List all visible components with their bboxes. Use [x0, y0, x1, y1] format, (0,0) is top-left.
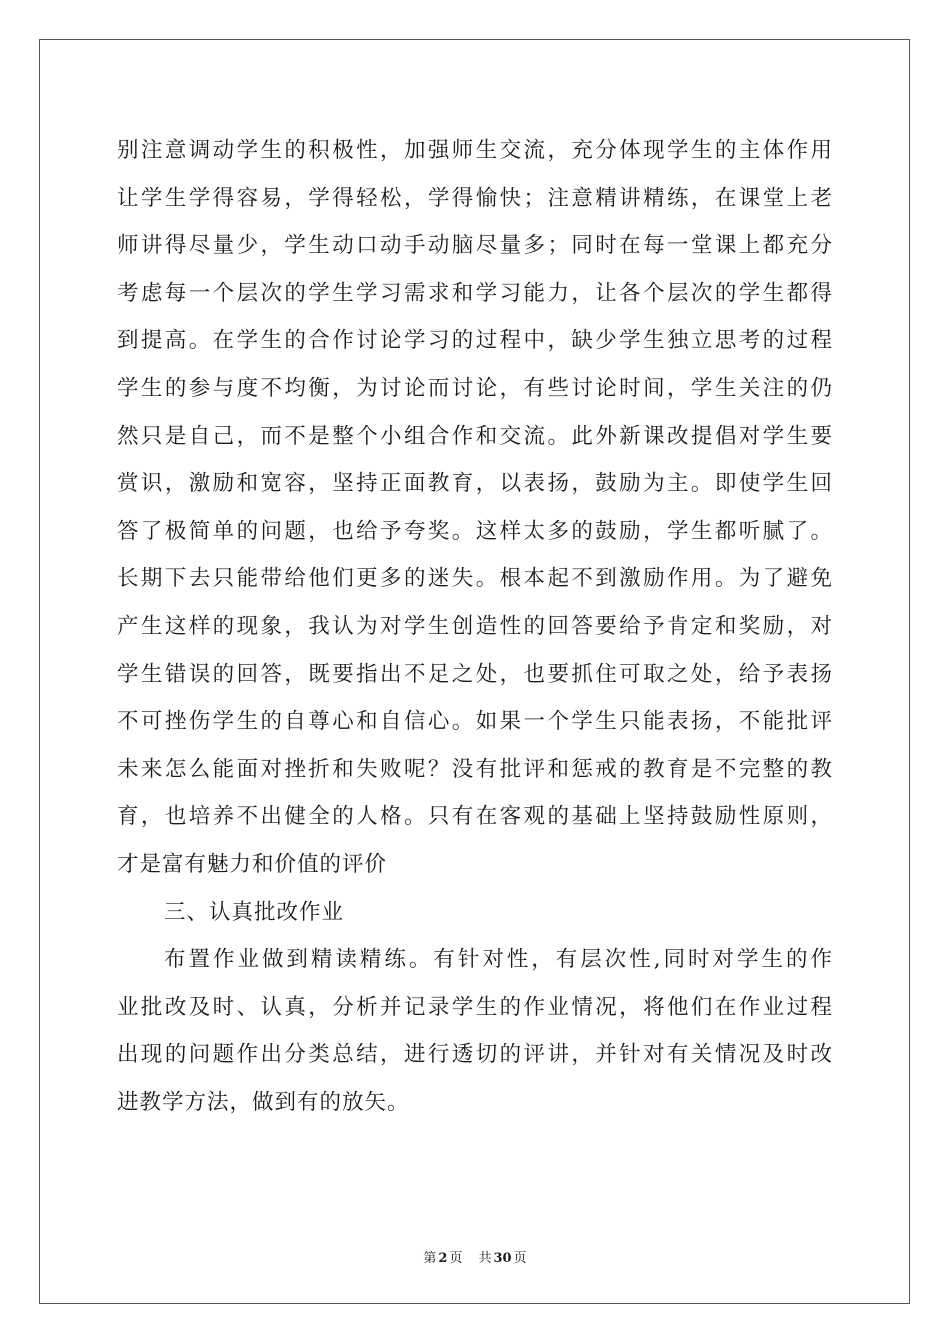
text-line: 出现的问题作出分类总结，进行透切的评讲，并针对有关情况及时改	[117, 1042, 833, 1068]
footer-total-prefix: 共	[478, 1251, 492, 1266]
text-line: 业批改及时、认真，分析并记录学生的作业情况，将他们在作业过程	[117, 994, 833, 1020]
text-line: 然只是自己，而不是整个小组合作和交流。此外新课改提倡对学生要	[117, 423, 833, 449]
text-line: 进教学方法，做到有的放矢。	[117, 1089, 410, 1115]
page-footer	[0, 1247, 950, 1266]
section-heading: 三、认真批改作业	[164, 899, 345, 925]
text-line: 产生这样的现象，我认为对学生创造性的回答要给予肯定和奖励，对	[117, 613, 833, 639]
footer-total-suffix: 页	[513, 1251, 527, 1266]
text-line: 长期下去只能带给他们更多的迷失。根本起不到激励作用。为了避免	[117, 566, 833, 592]
text-line: 赏识，激励和宽容，坚持正面教育，以表扬，鼓励为主。即使学生回	[117, 471, 833, 497]
text-line: 才是富有魅力和价值的评价	[117, 851, 388, 877]
footer-page-suffix: 页	[449, 1251, 463, 1266]
total-page-number: 30	[493, 1251, 512, 1266]
text-line: 让学生学得容易，学得轻松，学得愉快；注意精讲精练，在课堂上老	[117, 185, 833, 211]
current-page-number: 2	[438, 1251, 448, 1266]
text-line: 不可挫伤学生的自尊心和自信心。如果一个学生只能表扬，不能批评	[117, 709, 833, 735]
footer-prefix: 第	[423, 1251, 437, 1266]
text-line: 育，也培养不出健全的人格。只有在客观的基础上坚持鼓励性原则，	[117, 804, 833, 830]
text-line: 考虑每一个层次的学生学习需求和学习能力，让各个层次的学生都得	[117, 280, 833, 306]
text-line: 学生错误的回答，既要指出不足之处，也要抓住可取之处，给予表扬	[117, 661, 833, 687]
text-line: 未来怎么能面对挫折和失败呢？没有批评和惩戒的教育是不完整的教	[117, 756, 833, 782]
text-line: 别注意调动学生的积极性，加强师生交流，充分体现学生的主体作用	[117, 138, 833, 163]
text-line: 布置作业做到精读精练。有针对性，有层次性,同时对学生的作	[164, 947, 833, 973]
document-body	[117, 127, 833, 1126]
text-line: 师讲得尽量少，学生动口动手动脑尽量多；同时在每一堂课上都充分	[117, 233, 833, 259]
text-line: 到提高。在学生的合作讨论学习的过程中，缺少学生独立思考的过程	[117, 328, 833, 354]
text-line: 答了极简单的问题，也给予夸奖。这样太多的鼓励，学生都听腻了。	[117, 518, 833, 544]
text-line: 学生的参与度不均衡，为讨论而讨论，有些讨论时间，学生关注的仍	[117, 375, 833, 401]
